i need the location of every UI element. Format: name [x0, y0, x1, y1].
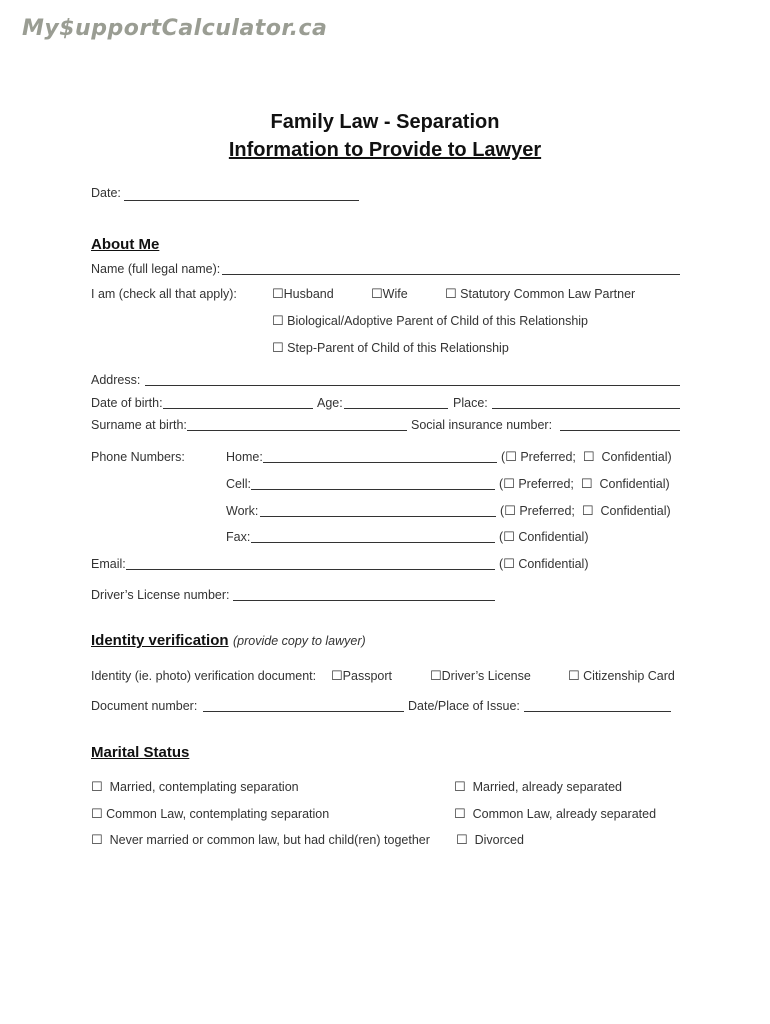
- married-separated-option[interactable]: [454, 780, 622, 795]
- marital-heading: Marital Status: [91, 744, 190, 761]
- work-phone-options: (☐ Preferred; ☐ Confidential): [500, 504, 671, 519]
- confidential-label: Confidential): [600, 504, 671, 518]
- license-label: Driver’s License number:: [91, 588, 230, 602]
- confidential-label: Confidential): [599, 477, 670, 491]
- divorced-option[interactable]: [456, 833, 524, 848]
- identity-heading-row: [91, 632, 366, 650]
- wife-label: Wife: [382, 287, 408, 301]
- i-am-label: I am (check all that apply):: [91, 287, 237, 301]
- married-contemplating-option[interactable]: [91, 780, 299, 795]
- surname-field[interactable]: [187, 430, 407, 431]
- doc-number-label: Document number:: [91, 699, 198, 713]
- checkbox-icon[interactable]: ☐: [568, 669, 580, 684]
- bio-parent-option[interactable]: [272, 314, 588, 329]
- husband-label: Husband: [283, 287, 334, 301]
- checkbox-icon[interactable]: ☐: [580, 477, 593, 492]
- fax-field[interactable]: [251, 542, 495, 543]
- form-title: Family Law - Separation: [270, 111, 500, 133]
- name-label: Name (full legal name):: [91, 262, 221, 276]
- never-married-option[interactable]: [91, 833, 430, 848]
- checkbox-icon[interactable]: ☐: [272, 314, 284, 329]
- identity-note: (provide copy to lawyer): [232, 634, 366, 648]
- cl-separated-label: Common Law, already separated: [472, 807, 657, 821]
- checkbox-icon[interactable]: ☐: [581, 504, 594, 519]
- step-parent-option[interactable]: [272, 341, 509, 356]
- checkbox-icon[interactable]: ☐: [331, 669, 343, 684]
- email-label: Email:: [91, 557, 126, 571]
- checkbox-icon[interactable]: ☐: [505, 450, 517, 465]
- checkbox-icon[interactable]: ☐: [272, 341, 284, 356]
- phone-numbers-label: Phone Numbers:: [91, 450, 185, 464]
- cl-contemplating-option[interactable]: [91, 807, 329, 822]
- name-field[interactable]: [222, 274, 680, 275]
- checkbox-icon[interactable]: ☐: [454, 807, 466, 822]
- checkbox-icon[interactable]: ☐: [454, 780, 466, 795]
- preferred-label: Preferred;: [520, 450, 576, 464]
- email-field[interactable]: [126, 569, 495, 570]
- confidential-label: Confidential): [518, 530, 589, 544]
- checkbox-icon[interactable]: ☐: [430, 669, 442, 684]
- place-field[interactable]: [492, 408, 680, 409]
- checkbox-icon[interactable]: ☐: [504, 504, 516, 519]
- surname-label: Surname at birth:: [91, 418, 187, 432]
- checkbox-icon[interactable]: ☐: [503, 530, 515, 545]
- checkbox-icon[interactable]: ☐: [272, 287, 284, 302]
- fax-label: Fax:: [226, 530, 251, 544]
- site-logo: My$upportCalculator.ca: [22, 16, 328, 41]
- license-field[interactable]: [233, 600, 495, 601]
- work-label: Work:: [226, 504, 259, 518]
- checkbox-icon[interactable]: ☐: [91, 833, 103, 848]
- cl-separated-option[interactable]: [454, 807, 656, 822]
- checkbox-icon[interactable]: ☐: [91, 807, 103, 822]
- cell-label: Cell:: [226, 477, 252, 491]
- passport-option[interactable]: [331, 669, 392, 684]
- sin-field[interactable]: [560, 430, 680, 431]
- drivers-license-option[interactable]: [430, 669, 531, 684]
- husband-option[interactable]: [272, 287, 334, 302]
- dob-label: Date of birth:: [91, 396, 163, 410]
- identity-heading: Identity verification: [91, 632, 229, 649]
- married-contemplating-label: Married, contemplating separation: [109, 780, 299, 794]
- drivers-license-label: Driver’s License: [441, 669, 531, 683]
- dob-field[interactable]: [163, 408, 313, 409]
- cell-phone-options: (☐ Preferred; ☐ Confidential): [499, 477, 670, 492]
- checkbox-icon[interactable]: ☐: [503, 557, 515, 572]
- never-married-label: Never married or common law, but had child(ren) together: [109, 833, 430, 847]
- age-label: Age:: [317, 396, 343, 410]
- married-separated-label: Married, already separated: [472, 780, 622, 794]
- sin-label: Social insurance number:: [411, 418, 553, 432]
- about-me-heading: About Me: [91, 236, 160, 253]
- statutory-label: Statutory Common Law Partner: [460, 287, 636, 301]
- date-label: Date:: [91, 186, 121, 200]
- id-doc-label: Identity (ie. photo) verification document:: [91, 669, 317, 683]
- home-label: Home:: [226, 450, 263, 464]
- checkbox-icon[interactable]: ☐: [91, 780, 103, 795]
- preferred-label: Preferred;: [518, 477, 574, 491]
- age-field[interactable]: [344, 408, 448, 409]
- form-subtitle: Information to Provide to Lawyer: [228, 139, 542, 161]
- doc-number-field[interactable]: [203, 711, 404, 712]
- checkbox-icon[interactable]: ☐: [582, 450, 595, 465]
- place-label: Place:: [453, 396, 488, 410]
- cl-contemplating-label: Common Law, contemplating separation: [106, 807, 330, 821]
- address-label: Address:: [91, 373, 141, 387]
- issue-label: Date/Place of Issue:: [408, 699, 520, 713]
- email-options: (☐ Confidential): [499, 557, 589, 572]
- wife-option[interactable]: [371, 287, 408, 302]
- checkbox-icon[interactable]: ☐: [445, 287, 457, 302]
- step-parent-label: Step-Parent of Child of this Relationship: [287, 341, 509, 355]
- checkbox-icon[interactable]: ☐: [456, 833, 468, 848]
- confidential-label: Confidential): [601, 450, 672, 464]
- home-phone-options: (☐ Preferred; ☐ Confidential): [501, 450, 672, 465]
- cell-phone-field[interactable]: [251, 489, 495, 490]
- passport-label: Passport: [342, 669, 392, 683]
- issue-field[interactable]: [524, 711, 671, 712]
- citizenship-option[interactable]: [568, 669, 675, 684]
- divorced-label: Divorced: [474, 833, 524, 847]
- statutory-option[interactable]: [445, 287, 635, 302]
- confidential-label: Confidential): [518, 557, 589, 571]
- bio-parent-label: Biological/Adoptive Parent of Child of this Relationship: [287, 314, 589, 328]
- checkbox-icon[interactable]: ☐: [371, 287, 383, 302]
- fax-options: (☐ Confidential): [499, 530, 589, 545]
- date-field[interactable]: [124, 200, 359, 201]
- preferred-label: Preferred;: [519, 504, 575, 518]
- home-phone-field[interactable]: [263, 462, 497, 463]
- citizenship-label: Citizenship Card: [583, 669, 675, 683]
- checkbox-icon[interactable]: ☐: [503, 477, 515, 492]
- address-field[interactable]: [145, 385, 680, 386]
- work-phone-field[interactable]: [260, 516, 496, 517]
